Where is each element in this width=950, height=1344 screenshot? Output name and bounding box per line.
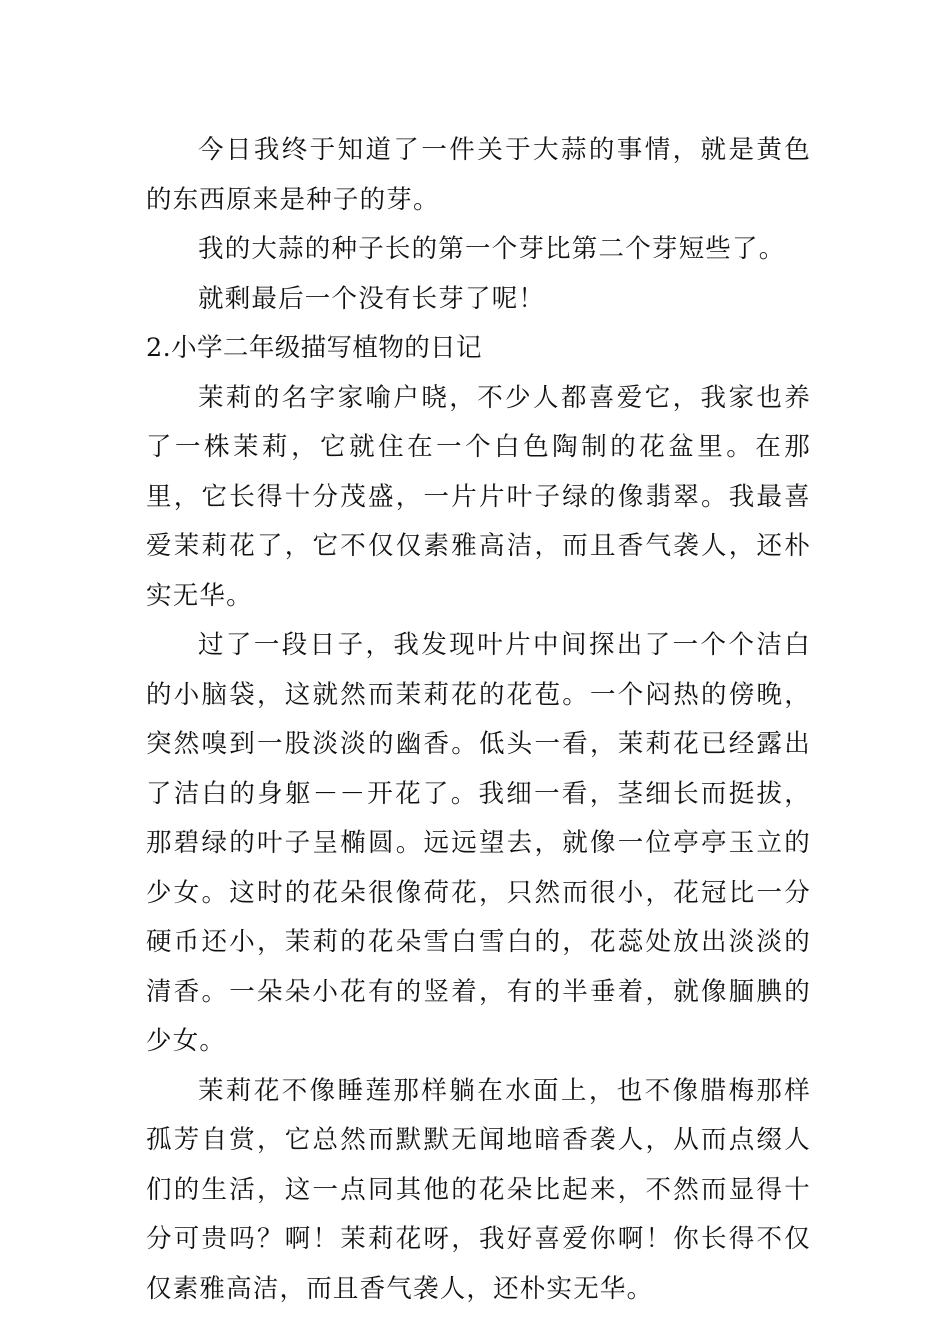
- paragraph-jasmine-blooming: 过了一段日子，我发现叶片中间探出了一个个洁白的小脑袋，这就然而茉莉花的花苞。一个闷热的傍晚，突然嗅到一股淡淡的幽香。低头一看，茉莉花已经露出了洁白的身躯－－开花了。我细一看，茎细长而挺拔，那碧绿的叶子呈椭圆。远远望去，就像一位亭亭玉立的少女。这时的花朵很像荷花，只然而很小，花冠比一分硬币还小，茉莉的花朵雪白雪白的，花蕊处放出淡淡的清香。一朵朵小花有的竖着，有的半垂着，就像腼腆的少女。: [146, 630, 811, 1056]
- paragraph-jasmine-praise: 茉莉花不像睡莲那样躺在水面上，也不像腊梅那样孤芳自赏，它总然而默默无闻地暗香袭人，从而点缀人们的生活，这一点同其他的花朵比起来，不然而显得十分可贵吗？啊！茉莉花呀，我好喜爱你啊！你长得不仅仅素雅高洁，而且香气袭人，还朴实无华。: [146, 1075, 811, 1304]
- paragraph-garlic-last: 就剩最后一个没有长芽了呢！: [198, 283, 546, 314]
- paragraph-garlic-sprouts: 我的大蒜的种子长的第一个芽比第二个芽短些了。: [198, 234, 786, 264]
- paragraph-garlic-discovery: 今日我终于知道了一件关于大蒜的事情，就是黄色的东西原来是种子的芽。: [146, 135, 811, 215]
- paragraph-jasmine-intro: 茉莉的名字家喻户晓，不少人都喜爱它，我家也养了一株茉莉，它就住在一个白色陶制的花盆里。在那里，它长得十分茂盛，一片片叶子绿的像翡翠。我最喜爱茉莉花了，它不仅仅素雅高洁，而且香气袭人，还朴实无华。: [146, 382, 811, 611]
- section-heading: 2.小学二年级描写植物的日记: [146, 333, 482, 363]
- document-body: [146, 126, 811, 1314]
